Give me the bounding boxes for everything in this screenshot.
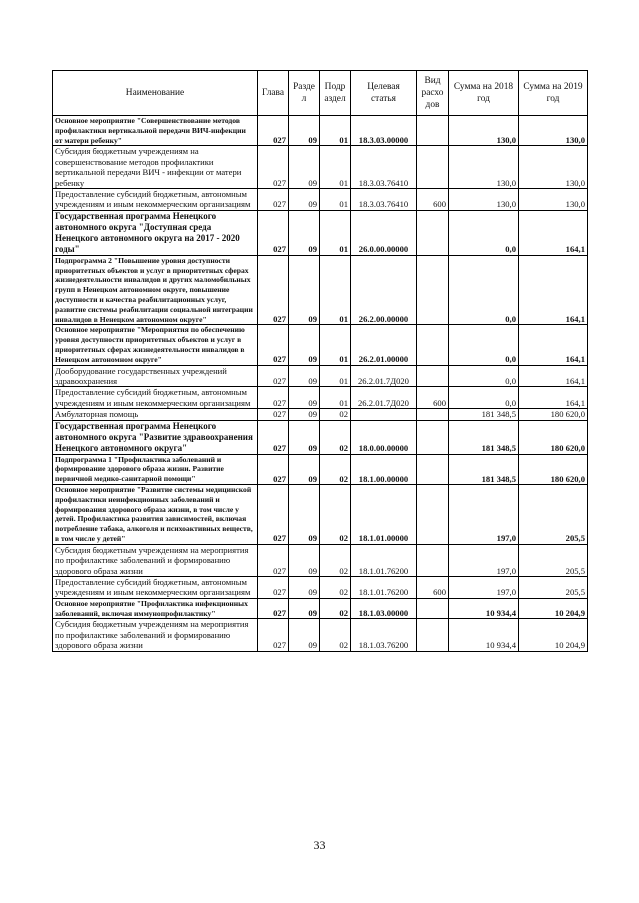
row-sum-2018: 181 348,5 xyxy=(449,409,519,420)
row-sum-2019: 164,1 xyxy=(519,365,588,387)
row-chapter: 027 xyxy=(258,387,289,409)
row-section: 09 xyxy=(289,255,320,325)
row-subsection: 02 xyxy=(320,420,351,454)
row-section: 09 xyxy=(289,387,320,409)
row-subsection: 02 xyxy=(320,619,351,651)
row-section: 09 xyxy=(289,189,320,211)
row-chapter: 027 xyxy=(258,409,289,420)
row-subsection: 01 xyxy=(320,387,351,409)
row-exp-type xyxy=(417,325,449,365)
row-chapter: 027 xyxy=(258,485,289,545)
table-row xyxy=(53,409,588,420)
row-subsection: 01 xyxy=(320,210,351,255)
table-row xyxy=(53,146,588,189)
row-name: Основное мероприятие "Развитие системы медицинской профилактики неинфекционных заболеваний и формирования здорового образа жизни, в том числе у детей. Профилактика развития зависимостей, включая потребление табака, алкоголя и психоактивных веществ, в том числе у детей" xyxy=(53,485,258,545)
row-sum-2019: 10 204,9 xyxy=(519,619,588,651)
row-exp-type xyxy=(417,146,449,189)
header-name: Наименование xyxy=(53,71,258,116)
header-subsection: Подр аздел xyxy=(320,71,351,116)
table-row xyxy=(53,598,588,619)
row-section: 09 xyxy=(289,454,320,484)
row-subsection: 02 xyxy=(320,544,351,576)
row-subsection: 02 xyxy=(320,409,351,420)
row-exp-type xyxy=(417,210,449,255)
header-sum-2019: Сумма на 2019 год xyxy=(519,71,588,116)
table-row xyxy=(53,325,588,365)
row-sum-2018: 10 934,4 xyxy=(449,619,519,651)
row-target: 26.0.00.00000 xyxy=(351,210,417,255)
row-section: 09 xyxy=(289,619,320,651)
row-exp-type xyxy=(417,409,449,420)
row-sum-2019: 10 204,9 xyxy=(519,598,588,619)
row-target: 26.2.01.7Д020 xyxy=(351,387,417,409)
page-number: 33 xyxy=(313,838,326,852)
row-subsection: 02 xyxy=(320,454,351,484)
row-name: Подпрограмма 1 "Профилактика заболеваний и формирование здорового образа жизни. Развитие первичной медико-санитарной помощи" xyxy=(53,454,258,484)
row-chapter: 027 xyxy=(258,619,289,651)
row-exp-type xyxy=(417,619,449,651)
table-body xyxy=(53,116,588,652)
row-subsection: 02 xyxy=(320,577,351,599)
table-row xyxy=(53,189,588,211)
row-section: 09 xyxy=(289,146,320,189)
row-exp-type xyxy=(417,255,449,325)
row-sum-2018: 0,0 xyxy=(449,365,519,387)
row-sum-2019: 164,1 xyxy=(519,387,588,409)
row-subsection: 02 xyxy=(320,598,351,619)
row-section: 09 xyxy=(289,409,320,420)
row-target: 18.3.03.76410 xyxy=(351,189,417,211)
row-sum-2019: 180 620,0 xyxy=(519,409,588,420)
row-sum-2018: 197,0 xyxy=(449,544,519,576)
row-name: Предоставление субсидий бюджетным, автономным учреждениям и иным некоммерческим организациям xyxy=(53,189,258,211)
row-target: 26.2.00.00000 xyxy=(351,255,417,325)
row-chapter: 027 xyxy=(258,325,289,365)
row-name: Государственная программа Ненецкого автономного округа "Развитие здравоохранения Ненецкого автономного округа" xyxy=(53,420,258,454)
row-chapter: 027 xyxy=(258,189,289,211)
row-section: 09 xyxy=(289,485,320,545)
row-sum-2019: 164,1 xyxy=(519,210,588,255)
row-chapter: 027 xyxy=(258,146,289,189)
table-row xyxy=(53,116,588,146)
row-section: 09 xyxy=(289,598,320,619)
row-name: Амбулаторная помощь xyxy=(53,409,258,420)
row-subsection: 01 xyxy=(320,116,351,146)
row-subsection: 02 xyxy=(320,485,351,545)
header-chapter: Глава xyxy=(258,71,289,116)
row-target: 18.3.03.76410 xyxy=(351,146,417,189)
table-row xyxy=(53,619,588,651)
row-subsection: 01 xyxy=(320,146,351,189)
row-target: 18.1.01.00000 xyxy=(351,485,417,545)
row-chapter: 027 xyxy=(258,420,289,454)
row-chapter: 027 xyxy=(258,365,289,387)
row-name: Субсидия бюджетным учреждениям на мероприятия по профилактике заболеваний и формированию здорового образа жизни xyxy=(53,619,258,651)
row-target: 26.2.01.7Д020 xyxy=(351,365,417,387)
row-exp-type: 600 xyxy=(417,189,449,211)
row-name: Дооборудование государственных учреждений здравоохранения xyxy=(53,365,258,387)
row-name: Основное мероприятие "Мероприятия по обеспечению уровня доступности приоритетных объектов и услуг в приоритетных сферах жизнедеятельности инвалидов в Ненецком автономном округе" xyxy=(53,325,258,365)
row-sum-2018: 197,0 xyxy=(449,485,519,545)
row-sum-2018: 181 348,5 xyxy=(449,454,519,484)
row-target: 18.1.00.00000 xyxy=(351,454,417,484)
row-chapter: 027 xyxy=(258,544,289,576)
row-chapter: 027 xyxy=(258,255,289,325)
table-row xyxy=(53,387,588,409)
row-name: Подпрограмма 2 "Повышение уровня доступности приоритетных объектов и услуг в приоритетных сферах жизнедеятельности инвалидов и других маломобильных групп в Ненецком автономном округе, повышение доступности и качества реабилитационных услуг, развитие системы реабилитации социальной интеграции инвалидов в Ненецком автономном округе" xyxy=(53,255,258,325)
row-subsection: 01 xyxy=(320,255,351,325)
row-sum-2019: 180 620,0 xyxy=(519,454,588,484)
row-chapter: 027 xyxy=(258,577,289,599)
row-chapter: 027 xyxy=(258,454,289,484)
row-target: 18.1.03.00000 xyxy=(351,598,417,619)
row-subsection: 01 xyxy=(320,365,351,387)
row-sum-2018: 197,0 xyxy=(449,577,519,599)
row-target: 18.1.01.76200 xyxy=(351,577,417,599)
row-exp-type: 600 xyxy=(417,387,449,409)
table-row xyxy=(53,485,588,545)
table-row xyxy=(53,420,588,454)
table-row xyxy=(53,544,588,576)
row-target: 18.1.01.76200 xyxy=(351,544,417,576)
row-name: Субсидия бюджетным учреждениям на совершенствование методов профилактики вертикальной передачи ВИЧ - инфекции от матери ребенку xyxy=(53,146,258,189)
row-sum-2019: 130,0 xyxy=(519,189,588,211)
header-sum-2018: Сумма на 2018 год xyxy=(449,71,519,116)
row-target: 18.0.00.00000 xyxy=(351,420,417,454)
table-row xyxy=(53,365,588,387)
row-sum-2019: 180 620,0 xyxy=(519,420,588,454)
row-section: 09 xyxy=(289,420,320,454)
row-sum-2018: 0,0 xyxy=(449,210,519,255)
row-sum-2018: 0,0 xyxy=(449,387,519,409)
row-chapter: 027 xyxy=(258,210,289,255)
table-row xyxy=(53,454,588,484)
row-section: 09 xyxy=(289,365,320,387)
row-sum-2018: 130,0 xyxy=(449,116,519,146)
table-header-row xyxy=(53,71,588,116)
row-sum-2019: 205,5 xyxy=(519,544,588,576)
row-sum-2019: 164,1 xyxy=(519,325,588,365)
row-subsection: 01 xyxy=(320,189,351,211)
row-sum-2018: 130,0 xyxy=(449,146,519,189)
row-exp-type xyxy=(417,598,449,619)
row-name: Предоставление субсидий бюджетным, автономным учреждениям и иным некоммерческим организациям xyxy=(53,577,258,599)
row-chapter: 027 xyxy=(258,598,289,619)
row-subsection: 01 xyxy=(320,325,351,365)
row-sum-2019: 130,0 xyxy=(519,146,588,189)
row-target xyxy=(351,409,417,420)
table-row xyxy=(53,210,588,255)
row-section: 09 xyxy=(289,544,320,576)
row-sum-2019: 205,5 xyxy=(519,485,588,545)
row-sum-2018: 0,0 xyxy=(449,325,519,365)
row-sum-2018: 181 348,5 xyxy=(449,420,519,454)
row-section: 09 xyxy=(289,325,320,365)
table-row xyxy=(53,577,588,599)
row-name: Субсидия бюджетным учреждениям на мероприятия по профилактике заболеваний и формированию здорового образа жизни xyxy=(53,544,258,576)
row-section: 09 xyxy=(289,210,320,255)
header-exp-type: Вид расхо дов xyxy=(417,71,449,116)
row-sum-2019: 205,5 xyxy=(519,577,588,599)
row-exp-type xyxy=(417,116,449,146)
row-chapter: 027 xyxy=(258,116,289,146)
row-section: 09 xyxy=(289,116,320,146)
row-target: 18.3.03.00000 xyxy=(351,116,417,146)
header-section: Разде л xyxy=(289,71,320,116)
row-sum-2018: 10 934,4 xyxy=(449,598,519,619)
header-target: Целевая статья xyxy=(351,71,417,116)
row-exp-type: 600 xyxy=(417,577,449,599)
row-name: Основное мероприятие "Совершенствование методов профилактики вертикальной передачи ВИЧ-инфекции от матери ребенку" xyxy=(53,116,258,146)
row-name: Основное мероприятие "Профилактика инфекционных заболеваний, включая иммунопрофилактику" xyxy=(53,598,258,619)
row-sum-2018: 0,0 xyxy=(449,255,519,325)
row-name: Предоставление субсидий бюджетным, автономным учреждениям и иным некоммерческим организациям xyxy=(53,387,258,409)
row-name: Государственная программа Ненецкого автономного округа "Доступная среда Ненецкого автономного округа на 2017 - 2020 годы" xyxy=(53,210,258,255)
table-row xyxy=(53,255,588,325)
row-section: 09 xyxy=(289,577,320,599)
row-sum-2018: 130,0 xyxy=(449,189,519,211)
row-target: 18.1.03.76200 xyxy=(351,619,417,651)
row-exp-type xyxy=(417,544,449,576)
budget-table xyxy=(52,70,588,652)
row-sum-2019: 164,1 xyxy=(519,255,588,325)
row-exp-type xyxy=(417,420,449,454)
row-exp-type xyxy=(417,485,449,545)
row-exp-type xyxy=(417,454,449,484)
row-target: 26.2.01.00000 xyxy=(351,325,417,365)
row-exp-type xyxy=(417,365,449,387)
row-sum-2019: 130,0 xyxy=(519,116,588,146)
